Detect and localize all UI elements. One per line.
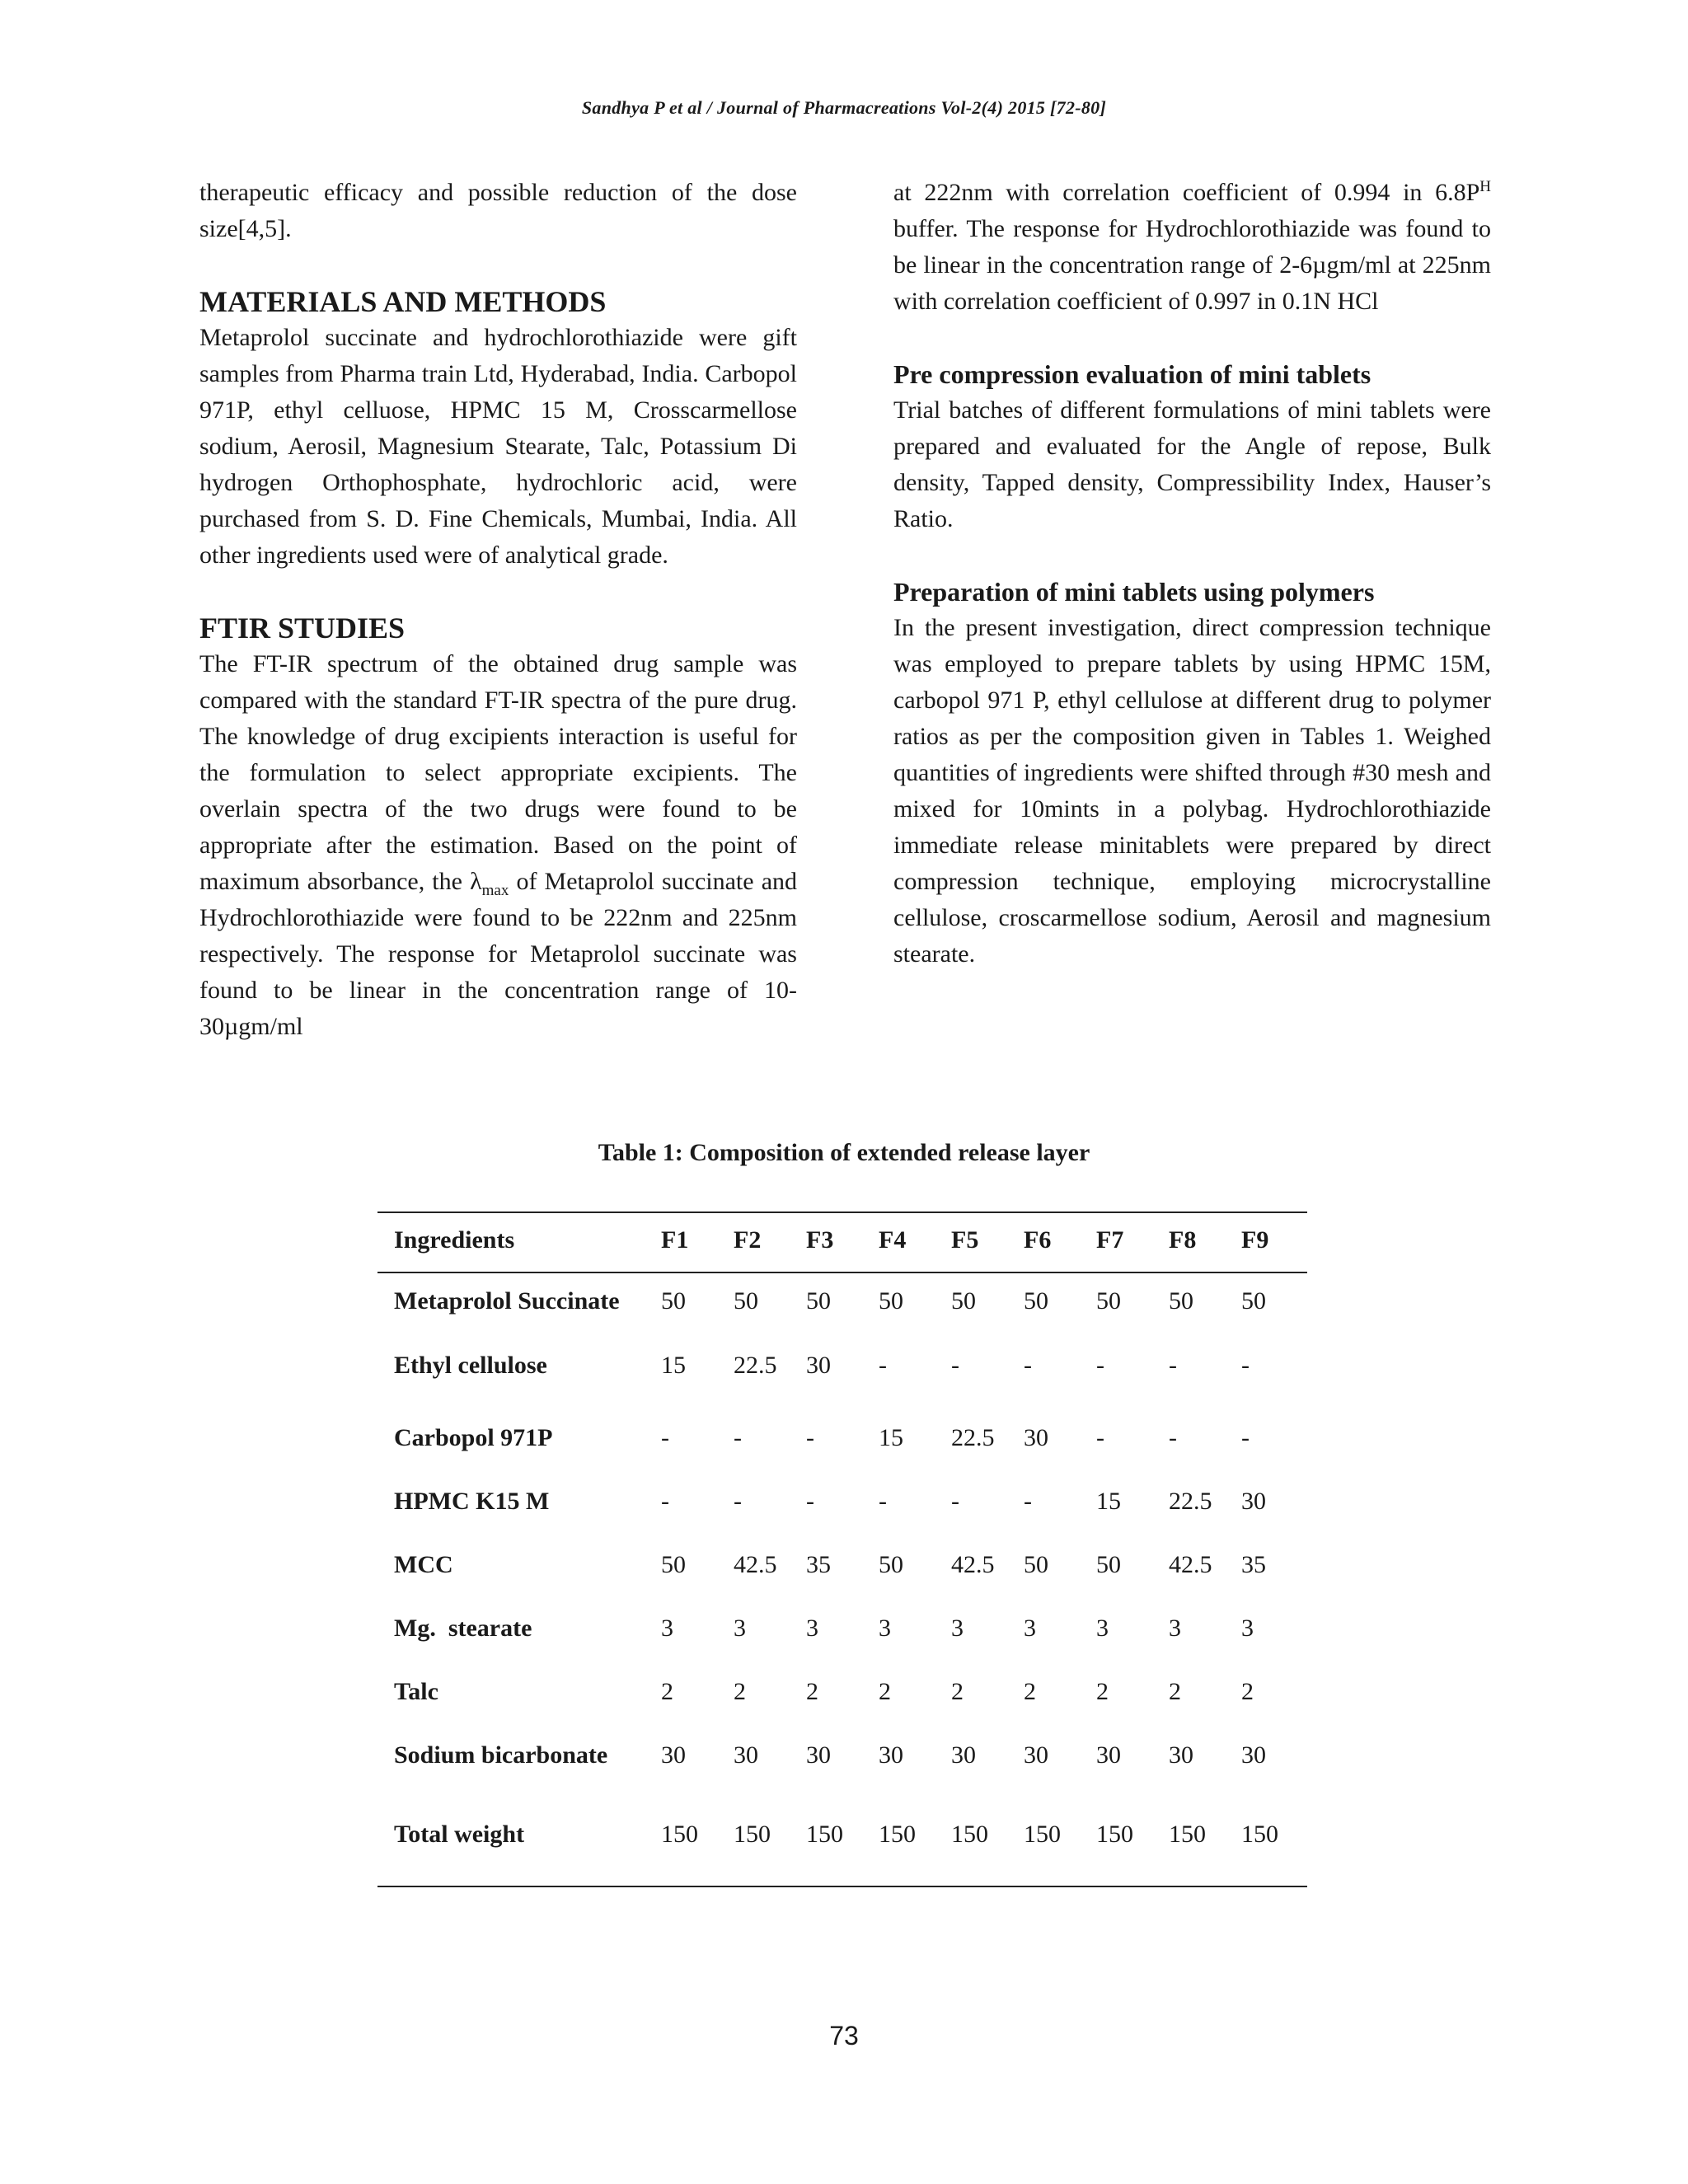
ftir-text-part-1: The FT-IR spectrum of the obtained drug sample was compared with the standard FT-IR spectra of the pure drug. The knowledge of drug excipients interaction is useful for the formulation to select appropriate excipients. The overlain spectra of the two drugs were found to be appropriate after the estimation. Based on the point of maximum absorbance, the λ [199,650,797,895]
ftir-heading: FTIR STUDIES [199,612,406,644]
header-cell-f5: F5 [951,1226,979,1254]
table-cell: - [1096,1424,1104,1451]
header-cell-f4: F4 [879,1226,907,1254]
table-cell: - [661,1488,669,1515]
table-cell: - [1024,1488,1032,1515]
table-cell: 30 [806,1741,831,1769]
header-cell-f3: F3 [806,1226,834,1254]
table-cell: 3 [661,1615,673,1642]
table-row [377,1350,1296,1381]
table-cell: 150 [734,1821,771,1848]
table-cell: - [661,1424,669,1451]
table-cell: 50 [1169,1287,1193,1315]
ingredient-total-weight: Total weight [394,1821,525,1848]
header-cell-f7: F7 [1096,1226,1124,1254]
table-row [377,1819,1296,1850]
table-cell: 22.5 [1169,1488,1212,1515]
table-cell: 2 [734,1678,746,1705]
table-cell: 3 [1096,1615,1109,1642]
table-cell: - [1169,1352,1177,1379]
table-cell: - [951,1488,959,1515]
table-cell: 30 [806,1352,831,1379]
table-cell: 30 [1024,1741,1048,1769]
table-cell: 15 [879,1424,903,1451]
continued-text-part-1: at 222nm with correlation coefficient of 0.994 in 6.8P [893,179,1480,206]
materials-paragraph: Metaprolol succinate and hydrochlorothiazide were gift samples from Pharma train Ltd, Hyderabad, India. Carbopol 971P, ethyl celluose, HPMC 15 M, Crosscarmellose sodium, Aerosil, Magnesium Stearate, Talc, Potassium Di hydrogen Orthophosphate, hydrochloric acid, were purchased from S. D. Fine Chemicals, Mumbai, India. All other ingredients used were of analytical grade. [199,324,797,569]
ingredient-mcc: MCC [394,1551,453,1578]
ingredient-ethyl-cellulose: Ethyl cellulose [394,1352,547,1379]
table-cell: 2 [661,1678,673,1705]
header-cell-f9: F9 [1241,1226,1269,1254]
table-cell: 150 [951,1821,988,1848]
table-cell: 150 [1241,1821,1278,1848]
table-row [377,1286,1296,1317]
table-cell: 30 [951,1741,976,1769]
ingredient-mg-stearate: Mg. stearate [394,1615,532,1642]
table-top-rule [377,1212,1307,1213]
table-bottom-rule [377,1886,1307,1887]
table-cell: 50 [661,1551,686,1578]
table-cell: 50 [1096,1551,1121,1578]
left-column [199,175,797,1045]
table-cell: 30 [1096,1741,1121,1769]
ingredient-metaprolol: Metaprolol Succinate [394,1287,620,1315]
table-row [377,1549,1296,1581]
table-row [377,1740,1296,1771]
table-cell: - [1096,1352,1104,1379]
ingredient-hpmc: HPMC K15 M [394,1488,550,1515]
table-cell: 150 [806,1821,843,1848]
table-cell: 50 [734,1287,758,1315]
table-cell: 2 [1024,1678,1036,1705]
table-cell: 2 [1169,1678,1181,1705]
table-cell: 50 [1024,1287,1048,1315]
table-cell: 3 [1169,1615,1181,1642]
table-cell: 50 [1241,1287,1266,1315]
table-cell: 42.5 [951,1551,995,1578]
table-cell: 150 [1024,1821,1061,1848]
header-cell-f2: F2 [734,1226,762,1254]
table-cell: 22.5 [951,1424,995,1451]
table-cell: - [734,1424,742,1451]
table-cell: 15 [661,1352,686,1379]
table-cell: 3 [879,1615,891,1642]
header-cell-f1: F1 [661,1226,689,1254]
table-cell: 42.5 [734,1551,777,1578]
table-cell: 50 [1096,1287,1121,1315]
ingredient-sodium-bicarbonate: Sodium bicarbonate [394,1741,608,1769]
table-cell: 35 [806,1551,831,1578]
table-header-rule [377,1272,1307,1273]
table-cell: 50 [1024,1551,1048,1578]
table-cell: 3 [1241,1615,1254,1642]
ph-superscript: H [1479,178,1491,195]
table-cell: 2 [879,1678,891,1705]
table-cell: 30 [1024,1424,1048,1451]
table-header-row [377,1225,1296,1256]
running-header: Sandhya P et al / Journal of Pharmacreations Vol-2(4) 2015 [72-80] [581,97,1107,118]
materials-heading: MATERIALS AND METHODS [199,285,607,318]
right-column [893,175,1491,972]
header-cell-f6: F6 [1024,1226,1052,1254]
table-cell: - [1169,1424,1177,1451]
header-cell-ingredients: Ingredients [394,1226,515,1254]
table-cell: 15 [1096,1488,1121,1515]
table-cell: 30 [1241,1741,1266,1769]
table-cell: 35 [1241,1551,1266,1578]
ingredient-talc: Talc [394,1678,438,1705]
table-cell: - [1024,1352,1032,1379]
ftir-paragraph [199,646,797,1045]
table-cell: 42.5 [1169,1551,1212,1578]
table-cell: 30 [734,1741,758,1769]
table-cell: 22.5 [734,1352,777,1379]
table-cell: - [734,1488,742,1515]
table-cell: 150 [879,1821,916,1848]
table-row [377,1676,1296,1708]
table-cell: - [1241,1424,1250,1451]
preparation-heading: Preparation of mini tablets using polymers [893,577,1375,607]
table-cell: 50 [879,1287,903,1315]
intro-paragraph: therapeutic efficacy and possible reduction of the dose size[4,5]. [199,179,797,242]
table-cell: 3 [806,1615,818,1642]
precompression-paragraph: Trial batches of different formulations of mini tablets were prepared and evaluated for the Angle of repose, Bulk density, Tapped density, Compressibility Index, Hauser’s Ratio. [893,396,1491,532]
page-number: 73 [829,2021,859,2050]
table-cell: - [879,1488,887,1515]
table-cell: 3 [951,1615,964,1642]
table-cell: 30 [1241,1488,1266,1515]
table-cell: 150 [1169,1821,1206,1848]
preparation-paragraph: In the present investigation, direct compression technique was employed to prepare tablets by using HPMC 15M, carbopol 971 P, ethyl cellulose at different drug to polymer ratios as per the composition given in Tables 1. Weighed quantities of ingredients were shifted through #30 mesh and mixed for 10mints in a polybag. Hydrochlorothiazide immediate release minitablets were prepared by direct compression technique, employing microcrystalline cellulose, croscarmellose sodium, Aerosil and magnesium stearate. [893,614,1491,968]
table-cell: 50 [661,1287,686,1315]
table-cell: 150 [661,1821,698,1848]
table-cell: 3 [734,1615,746,1642]
table-cell: 2 [1241,1678,1254,1705]
table-cell: 2 [806,1678,818,1705]
table-cell: 150 [1096,1821,1133,1848]
table-row [377,1486,1296,1517]
header-cell-f8: F8 [1169,1226,1197,1254]
table-cell: 2 [1096,1678,1109,1705]
table-caption: Table 1: Composition of extended release layer [598,1139,1090,1166]
table-cell: - [951,1352,959,1379]
table-cell: 30 [661,1741,686,1769]
table-cell: - [806,1424,814,1451]
precompression-heading: Pre compression evaluation of mini tablets [893,359,1372,389]
table-cell: 30 [1169,1741,1193,1769]
table-row [377,1422,1296,1454]
table-row [377,1613,1296,1644]
table-cell: - [879,1352,887,1379]
table-cell: - [806,1488,814,1515]
table-cell: 50 [879,1551,903,1578]
ingredient-carbopol: Carbopol 971P [394,1424,553,1451]
ftir-text-part-2: of Metaprolol succinate and Hydrochlorothiazide were found to be 222nm and 225nm respectively. The response for Metaprolol succinate was found to be linear in the concentration range of 10-30µgm/ml [199,868,798,1040]
continued-text-part-2: buffer. The response for Hydrochlorothiazide was found to be linear in the concentration range of 2-6µgm/ml at 225nm with correlation coefficient of 0.997 in 0.1N HCl [893,215,1491,315]
table-cell: 3 [1024,1615,1036,1642]
table-cell: 50 [951,1287,976,1315]
table-cell: 2 [951,1678,964,1705]
table-cell: - [1241,1352,1250,1379]
continued-paragraph [893,175,1491,320]
table-cell: 30 [879,1741,903,1769]
table-cell: 50 [806,1287,831,1315]
lambda-max-subscript: max [481,882,509,899]
